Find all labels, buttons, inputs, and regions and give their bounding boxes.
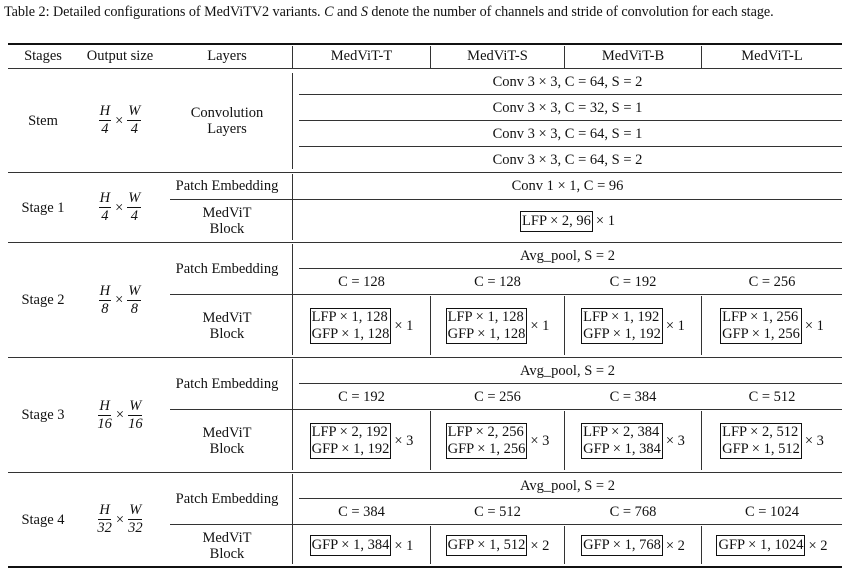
stage3-block-label: MedViT Block <box>202 425 252 457</box>
stage2-block-l: LFP × 1, 256 GFP × 1, 256 × 1 <box>722 309 824 342</box>
caption-var-s: S <box>360 4 368 20</box>
stem-conv-1: Conv 3 × 3, C = 64, S = 2 <box>492 73 643 90</box>
stage1-label: Stage 1 <box>21 199 65 216</box>
stage2-block-t: LFP × 1, 128 GFP × 1, 128 × 1 <box>311 309 414 342</box>
stage1-patch-value: Conv 1 × 1, C = 96 <box>511 178 624 194</box>
header-medvit-t: MedViT-T <box>330 48 393 64</box>
stem-conv-2: Conv 3 × 3, C = 32, S = 1 <box>492 99 643 116</box>
stage2-patch-label: Patch Embedding <box>175 260 279 277</box>
stage2-channels-s: C = 128 <box>474 273 521 290</box>
stage3-block-s: LFP × 2, 256 GFP × 1, 256 × 3 <box>447 424 550 457</box>
header-medvit-b: MedViT-B <box>601 48 665 64</box>
stage1-output-size: $\frac{H}{4}$ × $\frac{W}{4}$ <box>99 190 141 224</box>
stage4-output-size: $\frac{H}{32}$ × $\frac{W}{32}$ <box>97 502 143 536</box>
stage2-block-s: LFP × 1, 128 GFP × 1, 128 × 1 <box>447 309 550 342</box>
stage3-label: Stage 3 <box>21 407 65 423</box>
bottom-rule <box>8 566 842 568</box>
stage4-block-t: GFP × 1, 384 × 1 <box>293 525 430 566</box>
stage2-label: Stage 2 <box>21 292 65 308</box>
header-layers: Layers <box>207 48 247 64</box>
stage4-patch-label: Patch Embedding <box>175 490 279 507</box>
stem-conv-3: Conv 3 × 3, C = 64, S = 1 <box>492 125 643 142</box>
stage3-patch-label: Patch Embedding <box>175 375 279 392</box>
stage3-channels-t: C = 192 <box>338 388 385 405</box>
stage3-output-size: $\frac{H}{16}$ × $\frac{W}{16}$ <box>97 397 143 432</box>
stem-label: Stem <box>28 112 58 129</box>
table-caption <box>4 4 863 21</box>
stage3-channels-l: C = 512 <box>748 388 796 405</box>
stage4-channels-s: C = 512 <box>474 503 521 520</box>
stem-output-size: $\frac{H}{4}$ × $\frac{W}{4}$ <box>99 103 141 137</box>
stage4-block-l: GFP × 1, 1024 × 2 <box>702 525 842 566</box>
stem-conv-4: Conv 3 × 3, C = 64, S = 2 <box>492 151 643 168</box>
stage2-output-size: $\frac{H}{8}$ × $\frac{W}{8}$ <box>99 282 141 317</box>
header-output-size: Output size <box>86 48 154 64</box>
stem-layer-name: Convolution Layers <box>190 104 264 137</box>
stage4-block-b: GFP × 1, 768 × 2 <box>565 525 701 566</box>
stage3-block-b: LFP × 2, 384 GFP × 1, 384 × 3 <box>583 424 685 457</box>
stage2-pool: Avg_pool, S = 2 <box>520 247 615 264</box>
stage3-pool: Avg_pool, S = 2 <box>520 362 615 379</box>
stage2-block-b: LFP × 1, 192 GFP × 1, 192 × 1 <box>583 309 685 342</box>
header-stages: Stages <box>24 48 62 64</box>
caption-var-c: C <box>324 4 334 20</box>
caption-suffix: denote the number of channels and stride of convolution for each stage. <box>371 4 774 20</box>
caption-prefix: Table 2: Detailed configurations of MedViTV2 variants. <box>4 4 321 20</box>
stage3-channels-b: C = 384 <box>609 388 657 405</box>
stage1-patch-label: Patch Embedding <box>175 178 279 194</box>
stage3-block-l: LFP × 2, 512 GFP × 1, 512 × 3 <box>722 424 824 457</box>
stage1-block-label: MedViT Block <box>202 205 252 237</box>
header-medvit-s: MedViT-S <box>467 48 528 64</box>
stage3-channels-s: C = 256 <box>474 388 521 405</box>
stage4-channels-b: C = 768 <box>609 503 657 520</box>
stage2-block-label: MedViT Block <box>202 310 252 342</box>
stage4-block-label: MedViT Block <box>202 529 252 562</box>
stage4-channels-t: C = 384 <box>338 503 385 520</box>
stage4-label: Stage 4 <box>21 511 65 528</box>
stage1-block-value: LFP × 2, 96 × 1 <box>293 200 842 242</box>
stage2-channels-t: C = 128 <box>338 273 385 290</box>
stage4-pool: Avg_pool, S = 2 <box>520 477 615 494</box>
stage3-block-t: LFP × 2, 192 GFP × 1, 192 × 3 <box>311 424 414 457</box>
caption-and: and <box>336 4 358 20</box>
stage4-channels-l: C = 1024 <box>744 503 800 520</box>
stage2-channels-l: C = 256 <box>748 273 796 290</box>
header-medvit-l: MedViT-L <box>741 48 803 64</box>
stage4-block-s: GFP × 1, 512 × 2 <box>431 525 564 566</box>
stage2-channels-b: C = 192 <box>609 273 657 290</box>
